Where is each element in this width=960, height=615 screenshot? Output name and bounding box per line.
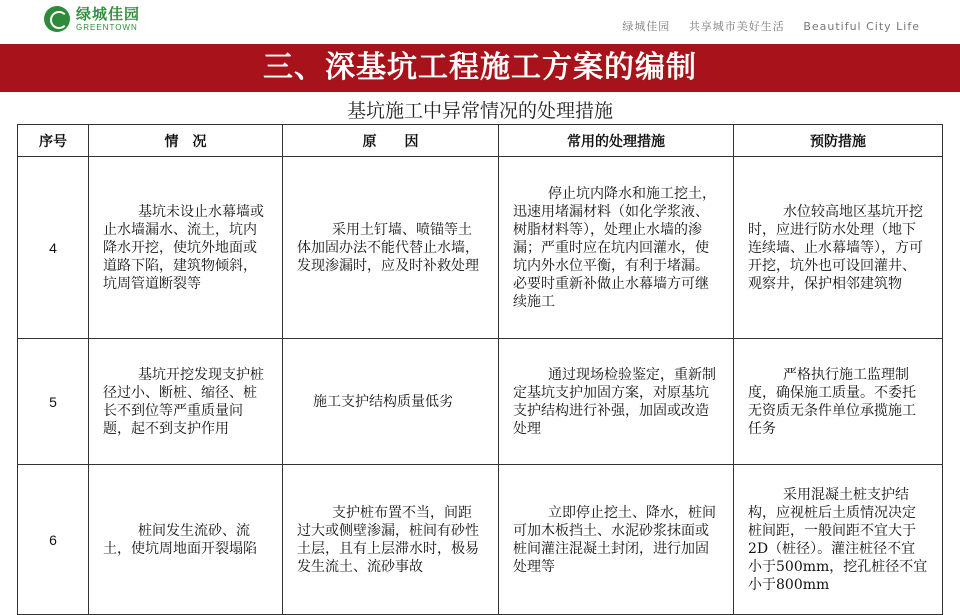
logo-name-en: GREENTOWN [76,23,138,32]
slogan-brand: 绿城佳园 [622,20,671,33]
slogan-english: Beautiful City Life [803,20,920,33]
header-situation: 情 况 [89,125,283,157]
logo-name-cn: 绿城佳园 [76,5,141,23]
row-index: 4 [18,157,89,339]
table-row [18,465,943,615]
table-row [18,157,943,339]
row-situation: 基坑开挖发现支护桩径过小、断桩、缩径、桩长不到位等严重质量问题，起不到支护作用 [103,366,264,437]
row-situation: 基坑未设止水幕墙或止水墙漏水、流土，坑内降水开挖，使坑外地面或道路下陷，建筑物倾斜，坑周管道断裂等 [103,203,264,292]
row-index: 5 [18,339,89,465]
row-prevention: 采用混凝土桩支护结构，应视桩后土质情况决定桩间距，一般间距不宜大于2D（桩径）。灌注桩径不宜小于500mm，挖孔桩径不宜小于800mm [748,486,928,593]
row-measure: 立即停止挖土、降水，桩间可加木板挡土、水泥砂浆抹面或桩间灌注混凝土封闭，进行加固处理等 [513,504,716,575]
measures-table [17,124,943,615]
row-index: 6 [18,465,89,615]
slogan-motto: 共享城市美好生活 [688,20,785,33]
row-cause: 施工支护结构质量低劣 [313,393,453,410]
header-slogan [608,18,920,34]
header-cause: 原 因 [283,125,499,157]
row-measure: 通过现场检验鉴定，重新制定基坑支护加固方案，对原基坑支护结构进行补强，加固或改造处理 [513,366,716,437]
row-measure: 停止坑内降水和施工挖土，迅速用堵漏材料（如化学浆液、树脂材料等），处理止水墙的渗漏；严重时应在坑内回灌水，使坑内外水位平衡，有利于堵漏。必要时重新补做止水幕墙方可继续施工 [513,185,716,310]
header-index: 序号 [18,125,89,157]
table-header-row [18,125,943,157]
title-bar [0,44,960,92]
table-row [18,339,943,465]
header-measure: 常用的处理措施 [499,125,734,157]
page-header [0,0,960,44]
row-situation: 桩间发生流砂、流土，使坑周地面开裂塌陷 [103,522,257,557]
header-prevention: 预防措施 [734,125,943,157]
row-cause: 支护桩布置不当，间距过大或侧壁渗漏，桩间有砂性土层，且有上层滞水时，极易发生流土、流砂事故 [297,504,479,575]
greentown-logo [44,6,140,32]
logo-icon [44,6,70,32]
row-prevention: 严格执行施工监理制度，确保施工质量。不委托无资质无条件单位承揽施工任务 [748,366,916,437]
row-prevention: 水位较高地区基坑开挖时，应进行防水处理（地下连续墙、止水幕墙等），方可开挖，坑外也可设回灌井、观察井，保护相邻建筑物 [748,203,923,292]
row-cause: 采用土钉墙、喷锚等土体加固办法不能代替止水墙，发现渗漏时，应及时补救处理 [297,221,479,274]
slide-title: 三、深基坑工程施工方案的编制 [263,50,697,85]
table-caption: 基坑施工中异常情况的处理措施 [346,100,613,122]
